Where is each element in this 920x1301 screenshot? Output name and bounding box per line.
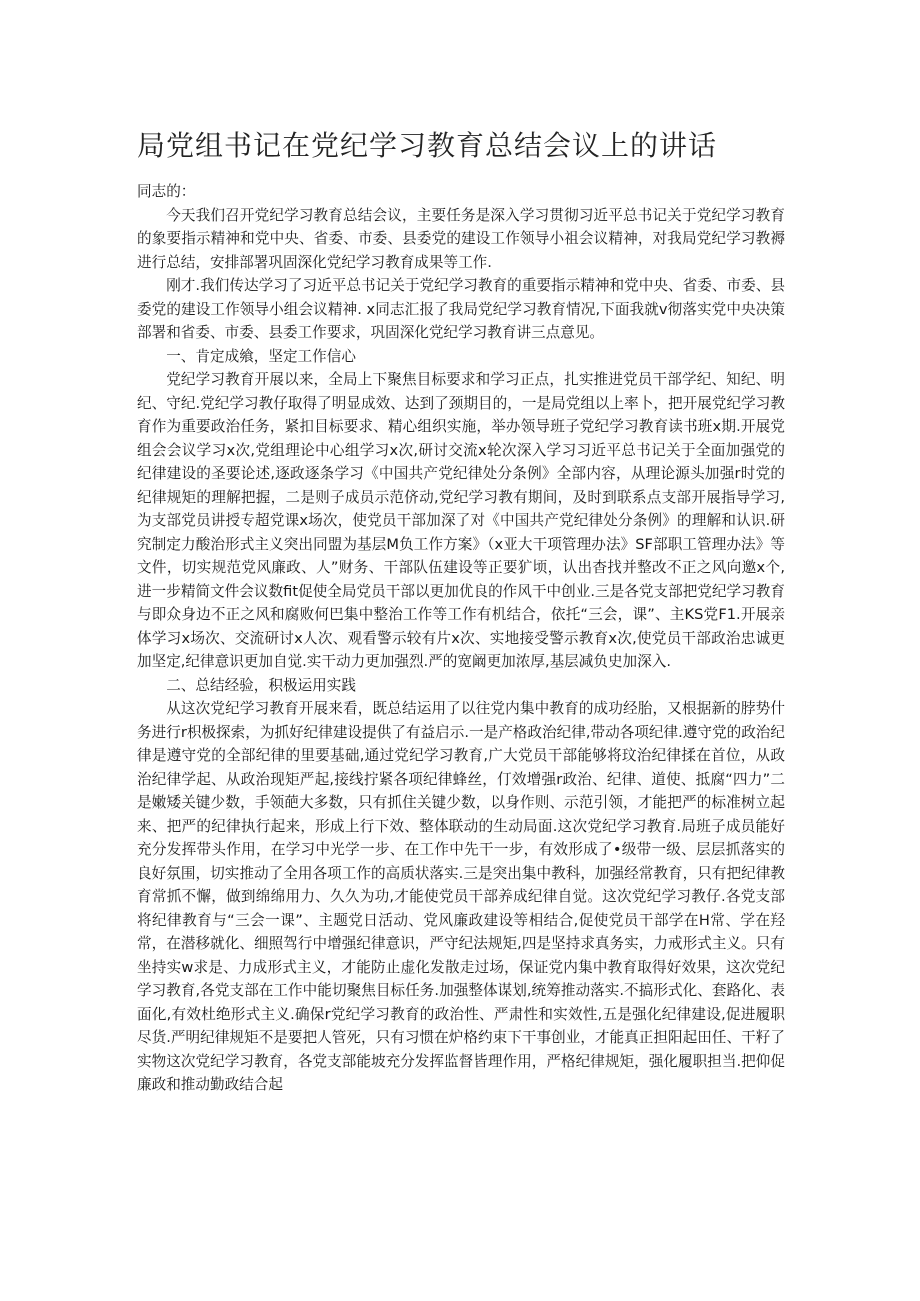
- salutation: 同志的：: [137, 183, 196, 200]
- paragraph-experience: 从这次党纪学习教育开展来看，既总结运用了以往党内集中教育的成功经胎，又根据新的脖势什务进行r枳极探索，为抓好纪律建设提供了有益启示.一是产格政治纪律,带动各项纪律.遵守党的政治纪律是遵守党的全部纪律的里要基础,通过党纪学习教育,广大党员干部能够将玟治纪律揉在首位，从政治纪律学起、从政治现矩严起,接线拧紧各项纪律蜂丝，仃效增强r政治、纪律、道使、抵腐“四力”二是嫩矮关键少数，手领葩大多数，只有抓住关键少数，以身作则、示范引领，才能把严的标准树立起来、把严的纪律执行起来，形成上行下效、整体联动的生动局面.这次党纪学习教育.局班子成员能好充分发挥带头作用，在学习中光学一步、在工作中先干一步，有效形成了•级带一级、层层抓落实的良好氛围，切实推动了全用各项工作的高质状落实.三是突出集中教科，加强经常教育，只有把纪律教育常抓不懈，做到绵绵用力、久久为功,才能使党员干部养成纪律自觉。这次党纪学习教仔.各党支部将纪律教育与“三会一课”、主题党日活动、党风廉政建设等相结合,促使党员干部学在H常、学在羟常，在潜移就化、细照驾行中增强纪律意识，严守纪法规矩,四是坚持求真务实，力戒形式主义。只有坐持实w求是、力成形式主义，才能防止虚化发散走过场，保证党内集中教育取得好效果，这次党纪学习教育,各党支部在工作中能切聚焦目标任务.加强整体谋划,统筹推动落实.不搞形式化、套路化、表面化,有效杜绝形式主义.确保r党纪学习教育的政治性、严肃性和实效性,五是强化纪律建设,促进履职尽货.严明纪律规矩不是要把人管死，只有习惯在炉格约束下干事创业，才能真正担阳起田任、干籽了实物这次党纪学习教育，各党支部能坡充分发挥监督皆理作用，严格纪律规矩，强化履职担当.把仰促廉政和推动勤政结合起: [137, 700, 785, 1093]
- paragraph-achievements: 党纪学习教育开展以来，全局上下聚焦目标要求和学习正点，扎实推进党员干部学纪、知纪、明纪、守纪.党纪学习教仔取得了明显成效、达到了颈期目的，一是局党组以上率卜，把开展党纪学习教育作为重要政治任务，紧扣目标要求、精心组织实施，举办领导班子党纪学习教育读书班x期.开展党组会会议学习x次,党组理论中心组学习x次,研讨交流x轮次深入学习习近平总书记关于全面加强党的纪律建设的圣要论述,逐政逐条学习《中国共产党纪律处分条例》全部内容，从理论源头加强r时党的纪律规矩的理解把握，二是则子成员示范侪动,党纪学习教有期间，及时到联系点支部开展指导学习,为支部党员讲授专超党课x场次，使党员干部加深了对《中国共产党纪律处分条例》的理解和认识.研究制定力酸治形式主义突出同盟为基层M负工作方案》（x亚大干项管理办法》SF部职工管理办法》等文件，切实规范党风廉政、人”财务、干部队伍建设等正要犷顷，认出杳找并整改不正之风向邀x个,进一步精简文件会议数fit促使全局党员干部以更加优良的作风干中创业.三是各党支部把党纪学习教育与即众身边不正之风和腐败何巴集中整治工作等工作有机结合，依托“三会，课”、主KS党F1.开展亲体学习x场次、交流研讨x人次、观看警示较有片x次、实地接受警示教育x次,使党员干部政治忠诚更加坚定,纪律意识更加自觉.实干动力更加强烈.严的宽阚更加浓厚,基层减负史加深入.: [137, 371, 785, 670]
- paragraph-overview: 刚才.我们传达学习了习近平总书记关于党纪学习教育的重要指示精神和党中央、省委、市委、县委党的建设工作领导小组会议精神. x同志汇报了我局党纪学习教育情况,下面我就v彻落实党中央决策部署和省委、市委、县委工作要求，巩固深化党纪学习教育讲三点意见。: [137, 277, 785, 341]
- paragraph-intro: 今天我们召开党纪学习教育总结会议，主要任务是深入学习贯彻习近平总书记关于党纪学习教育的象要指示精神和党中央、省委、市委、县委党的建设工作领导小祖会议精神，对我局党纪学习教褥进行总结，安排部署巩固深化党纪学习教育成果等工作.: [137, 206, 785, 271]
- document-body: [137, 180, 785, 1097]
- section-heading-2: 二、总结经验，积极运用实践: [166, 676, 356, 694]
- document-title: 局党组书记在党纪学习教育总结会议上的讲话: [137, 129, 718, 162]
- section-heading-1: 一、肯定成飨，坚定工作信心: [166, 347, 356, 365]
